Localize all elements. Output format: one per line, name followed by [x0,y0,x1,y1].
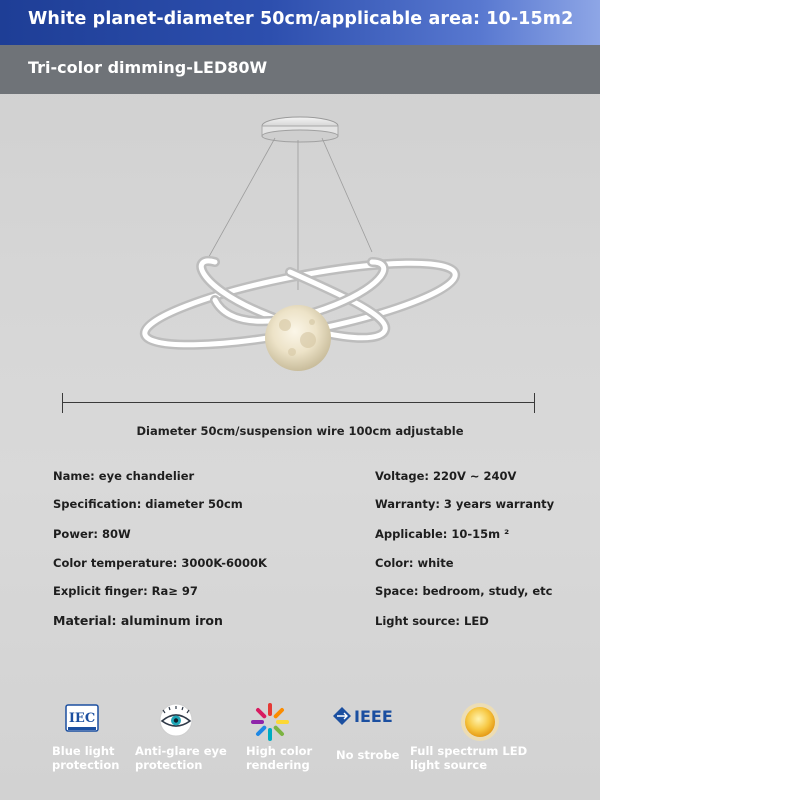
chandelier-illustration [0,94,600,394]
ceiling-canopy [262,117,338,142]
iec-logo-icon [65,702,99,736]
spec-color-index: Explicit finger: Ra≥ 97 [53,584,198,598]
feature-label: Anti-glare eye protection [135,744,227,772]
spec-voltage: Voltage: 220V ~ 240V [375,469,517,483]
moon-sphere [265,305,331,371]
title-banner [0,0,600,45]
spec-space: Space: bedroom, study, etc [375,584,553,598]
ieee-logo-icon [330,702,402,732]
feature-label: High color rendering [246,744,313,772]
spec-applicable-area: Applicable: 10-15m ² [375,527,510,541]
page-subtitle: Tri-color dimming-LED80W [28,58,268,77]
feature-label: Full spectrum LED light source [410,744,528,772]
spec-color: Color: white [375,556,454,570]
feature-label: Blue light protection [52,744,120,772]
spec-material: Material: aluminum iron [53,613,223,628]
eye-icon [155,702,197,738]
dimension-label: Diameter 50cm/suspension wire 100cm adjustable [136,424,464,438]
color-wheel-icon [250,702,290,742]
spec-light-source: Light source: LED [375,614,489,628]
spec-name: Name: eye chandelier [53,469,195,483]
spec-specification: Specification: diameter 50cm [53,497,243,511]
feature-label: No strobe [336,748,400,762]
subtitle-banner [0,45,600,94]
spec-warranty: Warranty: 3 years warranty [375,497,555,511]
svg-text:IEEE: IEEE [354,707,393,726]
spec-color-temperature: Color temperature: 3000K-6000K [53,556,267,570]
spec-power: Power: 80W [53,527,131,541]
page-title: White planet-diameter 50cm/applicable area: 10-15m2 [28,9,574,29]
dimension-line [62,402,535,403]
svg-text:IEC: IEC [68,711,96,726]
sun-icon [460,702,500,742]
